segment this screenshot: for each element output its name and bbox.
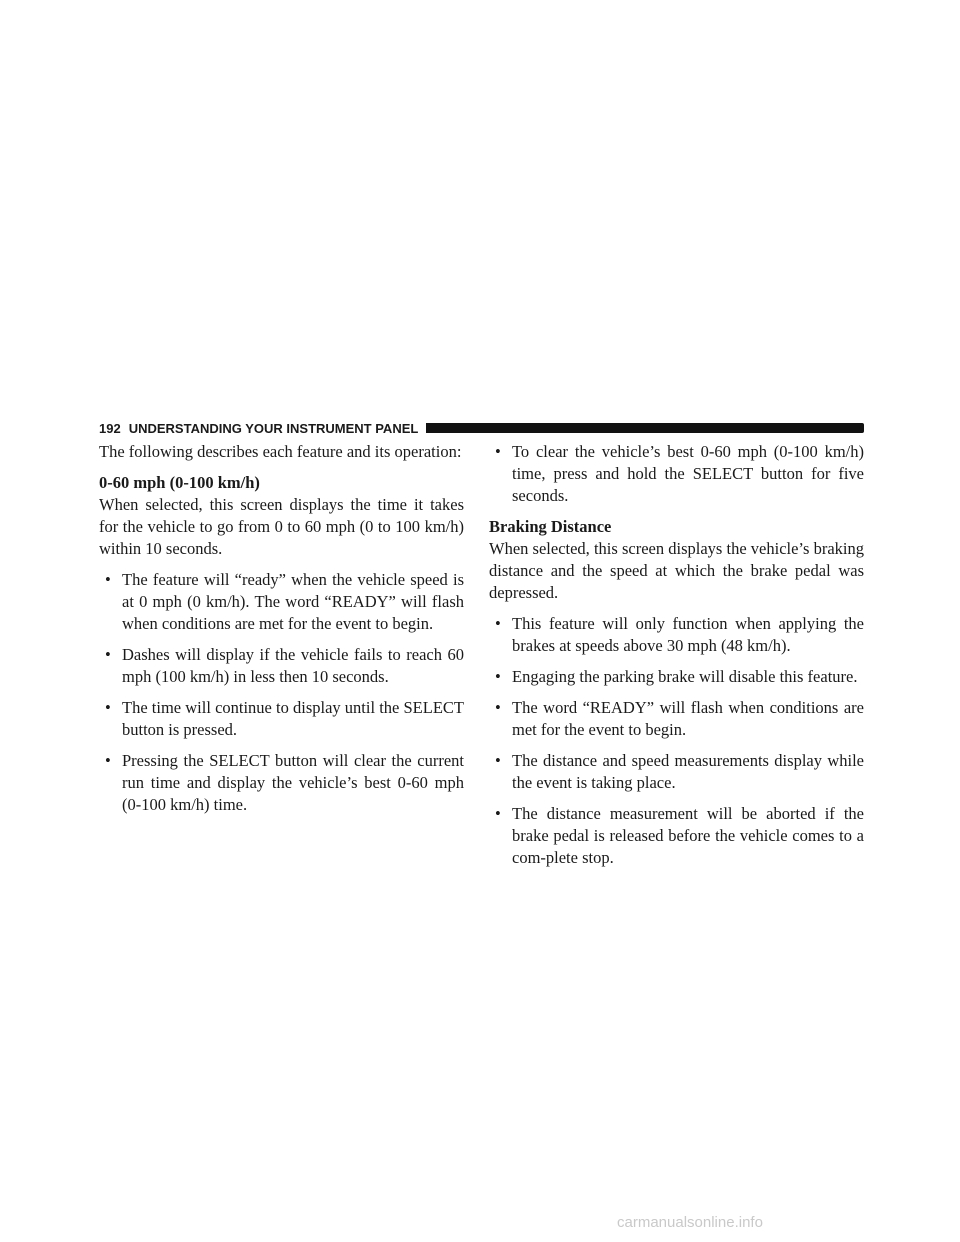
bullet-icon: • bbox=[495, 614, 501, 633]
page-header bbox=[99, 420, 864, 436]
intro-text: The following describes each feature and its operation: bbox=[99, 442, 462, 461]
list-item: • Pressing the SELECT button will clear the current run time and display the vehicle’s best 0-60 mph (0-100 km/h) time. bbox=[105, 751, 464, 814]
bullet-icon: • bbox=[105, 698, 111, 717]
list-item: • The feature will “ready” when the vehicle speed is at 0 mph (0 km/h). The word “READY” will flash when conditions are met for the event to begin. bbox=[105, 570, 464, 633]
bullet-icon: • bbox=[495, 442, 501, 461]
page-number: 192 bbox=[99, 420, 121, 436]
list-item: • Engaging the parking brake will disable this feature. bbox=[495, 667, 858, 686]
bullet-icon: • bbox=[495, 698, 501, 717]
list-item: • This feature will only function when applying the brakes at speeds above 30 mph (48 km/h). bbox=[495, 614, 864, 655]
list-item: • The distance measurement will be aborted if the brake pedal is released before the vehicle comes to a com-plete stop. bbox=[495, 804, 864, 867]
list-item: • Dashes will display if the vehicle fails to reach 60 mph (100 km/h) in less then 10 seconds. bbox=[105, 645, 464, 686]
body-0-60: When selected, this screen displays the time it takes for the vehicle to go from 0 to 60 mph (0 to 100 km/h) within 10 seconds. bbox=[99, 495, 464, 558]
bullet-icon: • bbox=[105, 570, 111, 589]
heading-braking-distance: Braking Distance bbox=[489, 517, 612, 536]
bullet-icon: • bbox=[105, 751, 111, 770]
list-item: • The time will continue to display until the SELECT button is pressed. bbox=[105, 698, 464, 739]
watermark: carmanualsonline.info bbox=[617, 1214, 763, 1231]
list-item: • The word “READY” will flash when conditions are met for the event to begin. bbox=[495, 698, 864, 739]
bullet-icon: • bbox=[495, 804, 501, 823]
list-item: • The distance and speed measurements display while the event is taking place. bbox=[495, 751, 864, 792]
bullet-icon: • bbox=[105, 645, 111, 664]
bullet-icon: • bbox=[495, 751, 501, 770]
body-braking-distance: When selected, this screen displays the vehicle’s braking distance and the speed at which the brake pedal was depressed. bbox=[489, 539, 864, 602]
bullet-list-0-60 bbox=[99, 569, 464, 816]
bullet-list-clear-best bbox=[489, 441, 864, 507]
section-title: UNDERSTANDING YOUR INSTRUMENT PANEL bbox=[128, 420, 419, 436]
bullet-icon: • bbox=[495, 667, 501, 686]
heading-0-60: 0-60 mph (0-100 km/h) bbox=[99, 473, 260, 492]
left-column bbox=[99, 441, 464, 825]
right-column bbox=[489, 441, 864, 878]
list-item: • To clear the vehicle’s best 0-60 mph (0-100 km/h) time, press and hold the SELECT button for five seconds. bbox=[495, 442, 864, 505]
header-rule bbox=[426, 423, 864, 433]
bullet-list-braking bbox=[489, 613, 864, 869]
